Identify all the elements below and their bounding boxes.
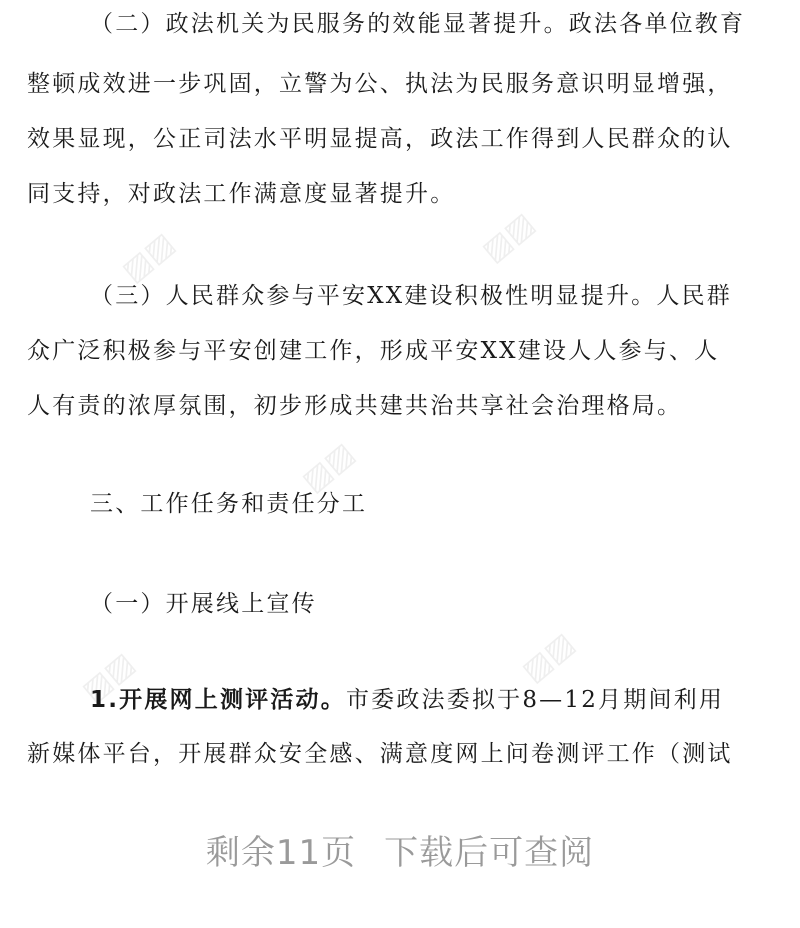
section-heading: 三、工作任务和责任分工 <box>90 491 368 517</box>
item-1-line-1 <box>90 685 773 715</box>
remaining-pages-banner <box>0 825 800 874</box>
paragraph-line: （三）人民群众参与平安XX建设积极性明显提升。人民群 <box>90 283 732 309</box>
watermark-logo: ▨▨ <box>515 625 582 690</box>
paragraph-line: （二）政法机关为民服务的效能显著提升。政法各单位教育 <box>90 11 746 37</box>
paragraph-line: 效果显现，公正司法水平明显提高，政法工作得到人民群众的认 <box>27 126 733 152</box>
item-1-bold-lead: 1.开展网上测评活动。 <box>90 687 346 713</box>
item-1-text: 市委政法委拟于8—12月期间利用 <box>345 687 725 713</box>
paragraph-line: 同支持，对政法工作满意度显著提升。 <box>27 181 456 207</box>
watermark-logo: ▨▨ <box>475 205 542 270</box>
subsection-heading: （一）开展线上宣传 <box>90 591 317 617</box>
watermark-logo: ▨▨ <box>75 645 142 710</box>
remaining-pages-text: 剩余11页 <box>205 833 357 873</box>
item-1-line-2: 新媒体平台，开展群众安全感、满意度网上问卷测评工作（测试 <box>27 741 733 767</box>
paragraph-line: 整顿成效进一步巩固，立警为公、执法为民服务意识明显增强， <box>27 71 733 97</box>
paragraph-line: 众广泛积极参与平安创建工作，形成平安XX建设人人参与、人 <box>27 338 720 364</box>
watermark-logo: ▨▨ <box>295 435 362 500</box>
download-hint-text: 下载后可查阅 <box>384 833 595 873</box>
watermark-logo: ▨▨ <box>115 225 182 290</box>
paragraph-line: 人有责的浓厚氛围，初步形成共建共治共享社会治理格局。 <box>27 393 683 419</box>
